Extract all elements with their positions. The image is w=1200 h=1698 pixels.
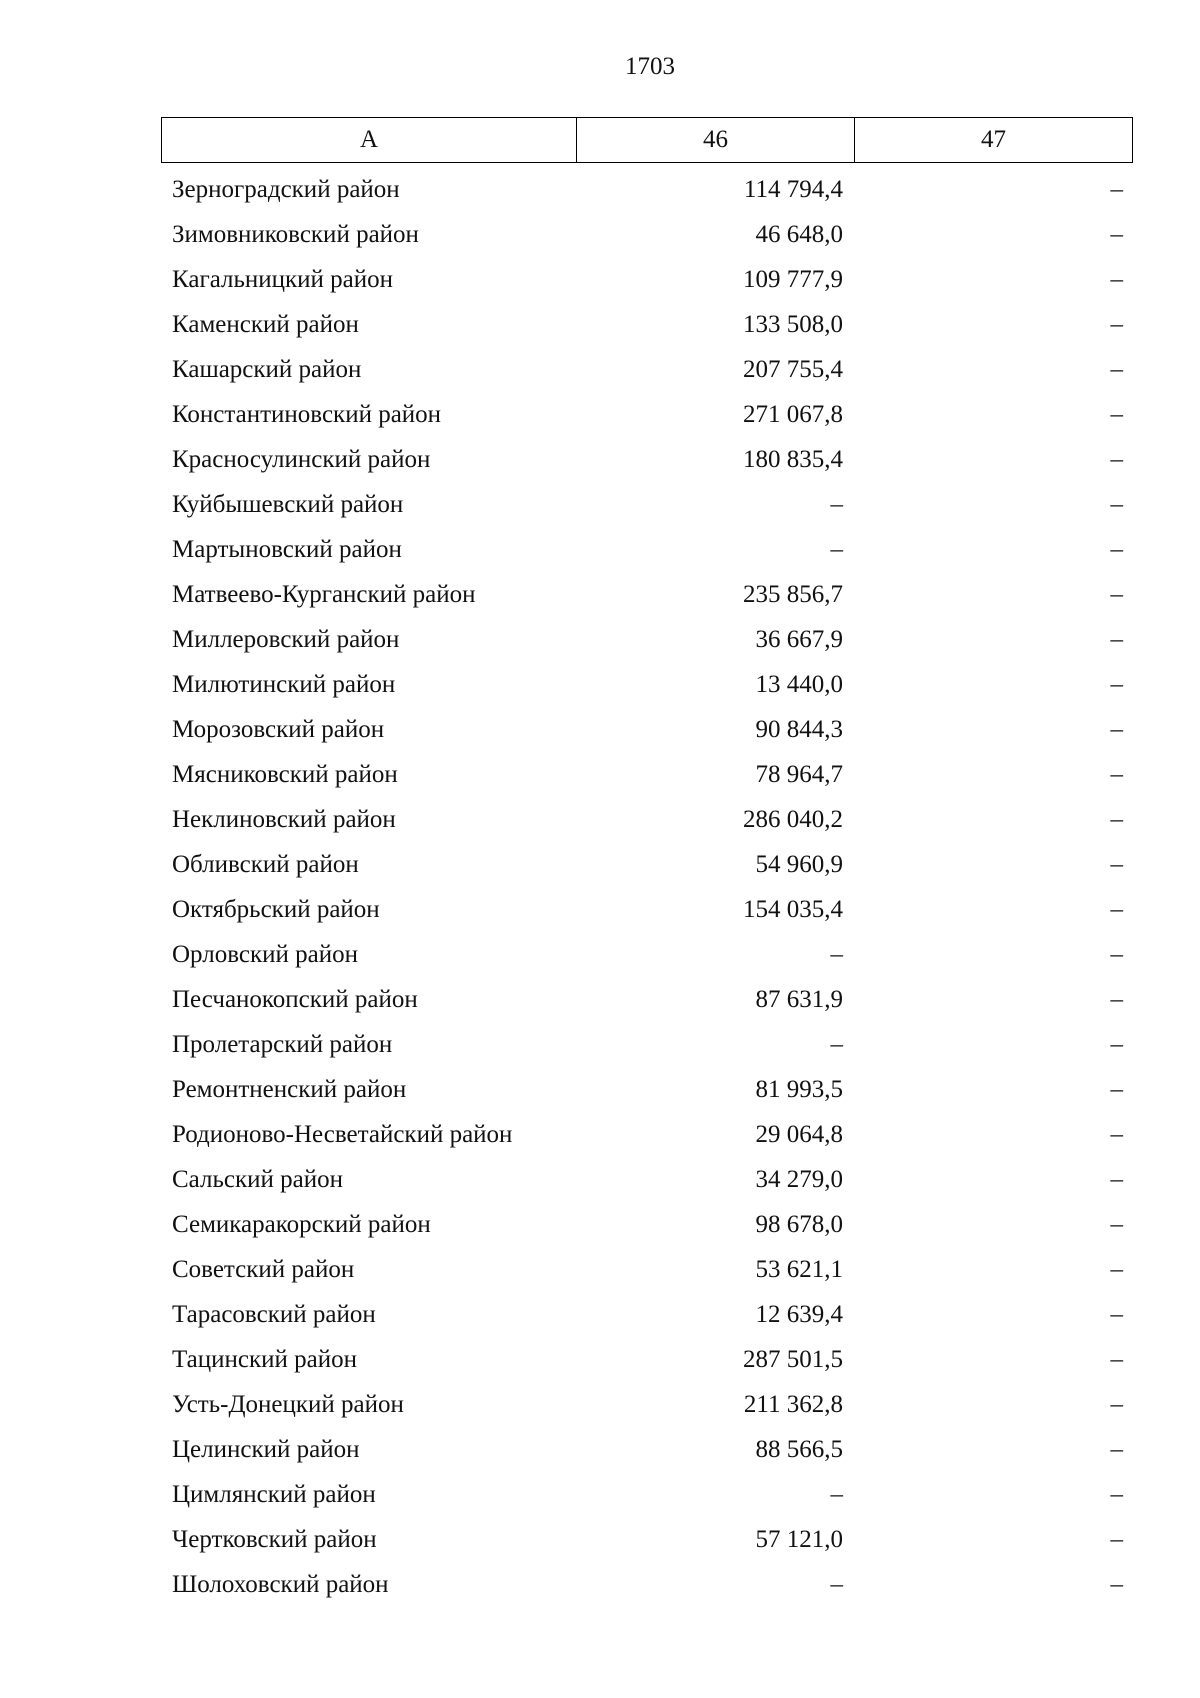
table-row <box>161 527 1133 572</box>
value-46-cell: 207 755,4 <box>743 355 843 383</box>
table-row <box>161 212 1133 257</box>
value-46-cell: 87 631,9 <box>755 985 843 1013</box>
table-header <box>161 117 1133 163</box>
district-name-cell: Сальский район <box>172 1165 343 1193</box>
value-46-cell: 53 621,1 <box>755 1255 843 1283</box>
district-name-cell: Миллеровский район <box>172 625 400 653</box>
header-column-a: А <box>359 126 379 153</box>
value-46-cell: 88 566,5 <box>755 1435 843 1463</box>
table-row <box>161 1202 1133 1247</box>
value-47-cell: – <box>1110 1300 1123 1328</box>
table-row <box>161 1382 1133 1427</box>
value-46-cell: 57 121,0 <box>755 1525 843 1553</box>
value-46-cell: 114 794,4 <box>743 175 843 203</box>
table-row <box>161 347 1133 392</box>
district-name-cell: Кашарский район <box>172 355 362 383</box>
value-46-cell: 235 856,7 <box>743 580 843 608</box>
value-47-cell: – <box>1110 400 1123 428</box>
table-row <box>161 572 1133 617</box>
district-name-cell: Куйбышевский район <box>172 490 404 518</box>
district-name-cell: Зерноградский район <box>172 175 400 203</box>
value-46-cell: 180 835,4 <box>743 445 843 473</box>
value-46-cell: – <box>830 940 843 968</box>
value-46-cell: 81 993,5 <box>755 1075 843 1103</box>
district-name-cell: Цимлянский район <box>172 1480 376 1508</box>
value-47-cell: – <box>1110 670 1123 698</box>
value-46-cell: 271 067,8 <box>743 400 843 428</box>
table-row <box>161 797 1133 842</box>
value-46-cell: 54 960,9 <box>755 850 843 878</box>
district-name-cell: Морозовский район <box>172 715 385 743</box>
value-47-cell: – <box>1110 985 1123 1013</box>
table-row <box>161 842 1133 887</box>
district-name-cell: Кагальницкий район <box>172 265 394 293</box>
table-row <box>161 257 1133 302</box>
table-row <box>161 932 1133 977</box>
value-47-cell: – <box>1110 1075 1123 1103</box>
value-46-cell: 13 440,0 <box>755 670 843 698</box>
value-46-cell: 98 678,0 <box>755 1210 843 1238</box>
value-47-cell: – <box>1110 265 1123 293</box>
page-number: 1703 <box>625 53 675 80</box>
value-46-cell: 29 064,8 <box>755 1120 843 1148</box>
district-name-cell: Каменский район <box>172 310 359 338</box>
value-46-cell: – <box>830 490 843 518</box>
value-46-cell: 78 964,7 <box>755 760 843 788</box>
value-47-cell: – <box>1110 1165 1123 1193</box>
table-row <box>161 167 1133 212</box>
district-name-cell: Семикаракорский район <box>172 1210 431 1238</box>
district-name-cell: Чертковский район <box>172 1525 377 1553</box>
table-row <box>161 1022 1133 1067</box>
table-row <box>161 1157 1133 1202</box>
district-name-cell: Неклиновский район <box>172 805 396 833</box>
value-46-cell: 34 279,0 <box>755 1165 843 1193</box>
header-column-47: 47 <box>854 118 1132 162</box>
district-name-cell: Советский район <box>172 1255 355 1283</box>
value-47-cell: – <box>1110 175 1123 203</box>
table-row <box>161 977 1133 1022</box>
value-47-cell: – <box>1110 1210 1123 1238</box>
value-47-cell: – <box>1110 490 1123 518</box>
value-47-cell: – <box>1110 580 1123 608</box>
table-row <box>161 1292 1133 1337</box>
value-46-cell: 46 648,0 <box>755 220 843 248</box>
table-row <box>161 302 1133 347</box>
value-47-cell: – <box>1110 940 1123 968</box>
value-47-cell: – <box>1110 220 1123 248</box>
value-46-cell: 133 508,0 <box>743 310 843 338</box>
value-46-cell: 211 362,8 <box>743 1390 843 1418</box>
district-name-cell: Мясниковский район <box>172 760 398 788</box>
district-name-cell: Красносулинский район <box>172 445 431 473</box>
value-47-cell: – <box>1110 805 1123 833</box>
district-name-cell: Тарасовский район <box>172 1300 376 1328</box>
value-47-cell: – <box>1110 625 1123 653</box>
table-row <box>161 1112 1133 1157</box>
table-row <box>161 1067 1133 1112</box>
district-name-cell: Тацинский район <box>172 1345 357 1373</box>
table-row <box>161 1337 1133 1382</box>
value-46-cell: 287 501,5 <box>743 1345 843 1373</box>
value-47-cell: – <box>1110 535 1123 563</box>
district-name-cell: Константиновский район <box>172 400 442 428</box>
value-46-cell: 286 040,2 <box>743 805 843 833</box>
table-row <box>161 482 1133 527</box>
value-47-cell: – <box>1110 1570 1123 1598</box>
value-46-cell: 36 667,9 <box>755 625 843 653</box>
district-name-cell: Усть-Донецкий район <box>172 1390 404 1418</box>
district-name-cell: Целинский район <box>172 1435 360 1463</box>
district-name-cell: Песчанокопский район <box>172 985 418 1013</box>
value-46-cell: 109 777,9 <box>743 265 843 293</box>
value-47-cell: – <box>1110 1030 1123 1058</box>
table-row <box>161 617 1133 662</box>
value-47-cell: – <box>1110 1255 1123 1283</box>
value-47-cell: – <box>1110 1120 1123 1148</box>
value-47-cell: – <box>1110 355 1123 383</box>
table-row <box>161 662 1133 707</box>
value-47-cell: – <box>1110 760 1123 788</box>
value-46-cell: 90 844,3 <box>755 715 843 743</box>
value-46-cell: 12 639,4 <box>755 1300 843 1328</box>
district-name-cell: Шолоховский район <box>172 1570 389 1598</box>
value-47-cell: – <box>1110 310 1123 338</box>
value-47-cell: – <box>1110 1525 1123 1553</box>
value-47-cell: – <box>1110 445 1123 473</box>
district-name-cell: Орловский район <box>172 940 358 968</box>
table-row <box>161 887 1133 932</box>
district-name-cell: Мартыновский район <box>172 535 402 563</box>
value-47-cell: – <box>1110 1345 1123 1373</box>
table-body <box>161 167 1133 1607</box>
value-47-cell: – <box>1110 1435 1123 1463</box>
value-46-cell: – <box>830 1030 843 1058</box>
value-47-cell: – <box>1110 1390 1123 1418</box>
table-row <box>161 1562 1133 1607</box>
district-name-cell: Ремонтненский район <box>172 1075 407 1103</box>
district-name-cell: Октябрьский район <box>172 895 380 923</box>
header-column-46: 46 <box>576 118 854 162</box>
value-47-cell: – <box>1110 715 1123 743</box>
table-row <box>161 1427 1133 1472</box>
value-46-cell: – <box>830 535 843 563</box>
table-row <box>161 1247 1133 1292</box>
table-row <box>161 437 1133 482</box>
district-name-cell: Родионово-Несветайский район <box>172 1120 513 1148</box>
value-46-cell: – <box>830 1570 843 1598</box>
district-name-cell: Милютинский район <box>172 670 396 698</box>
value-46-cell: 154 035,4 <box>743 895 843 923</box>
value-46-cell: – <box>830 1480 843 1508</box>
table-row <box>161 1517 1133 1562</box>
table-row <box>161 392 1133 437</box>
district-name-cell: Зимовниковский район <box>172 220 419 248</box>
value-47-cell: – <box>1110 895 1123 923</box>
table-row <box>161 1472 1133 1517</box>
district-name-cell: Обливский район <box>172 850 359 878</box>
district-name-cell: Матвеево-Курганский район <box>172 580 476 608</box>
table-row <box>161 752 1133 797</box>
value-47-cell: – <box>1110 850 1123 878</box>
value-47-cell: – <box>1110 1480 1123 1508</box>
district-name-cell: Пролетарский район <box>172 1030 393 1058</box>
table-row <box>161 707 1133 752</box>
